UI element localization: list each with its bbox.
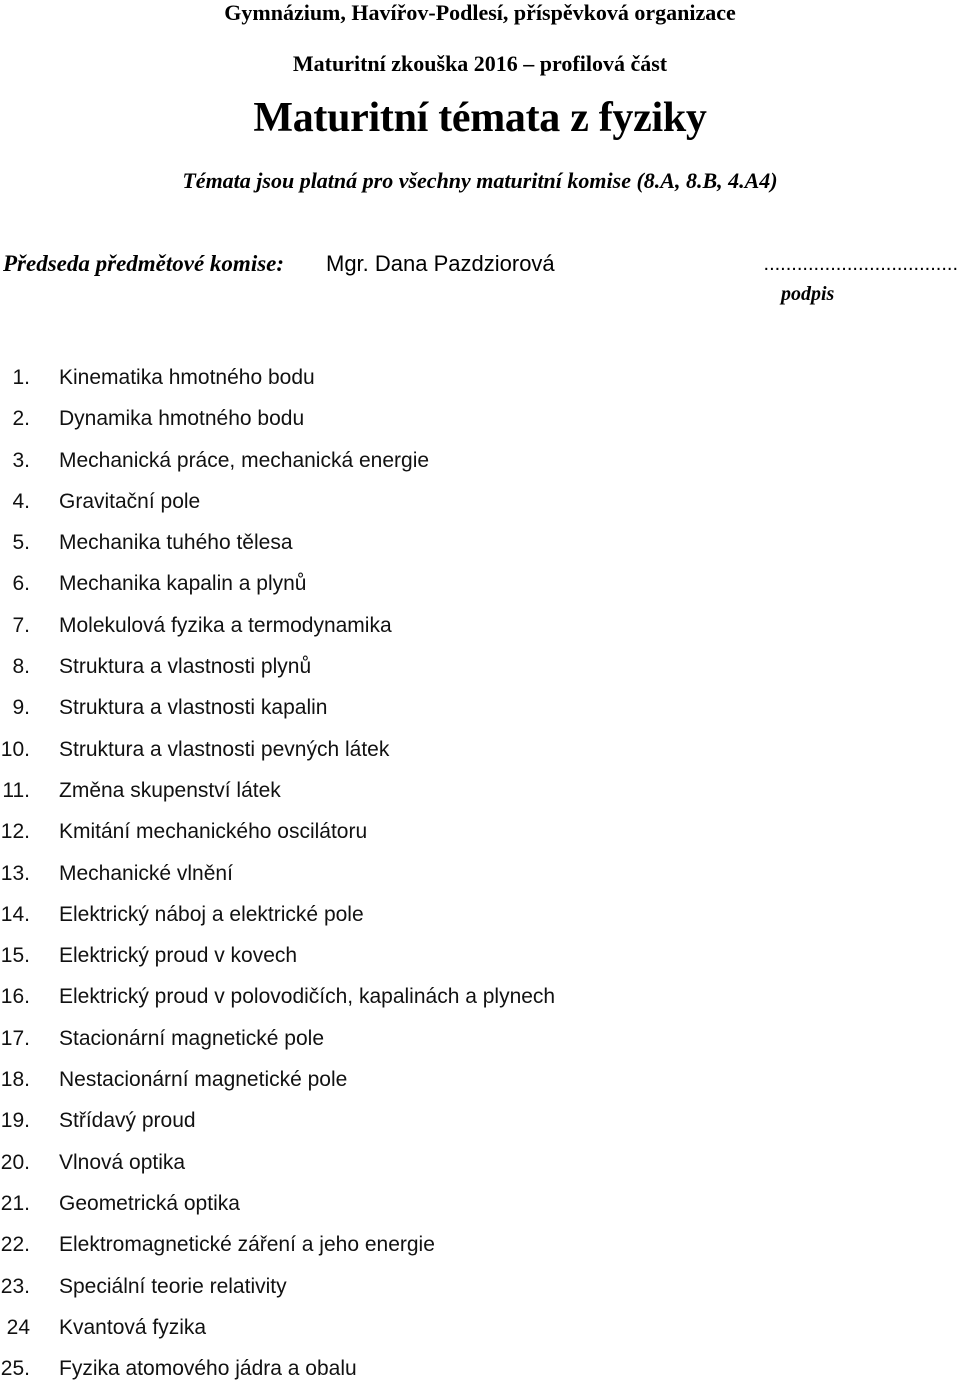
topic-number: 18. — [0, 1068, 30, 1092]
topic-title: Změna skupenství látek — [59, 778, 281, 802]
topic-number: 6. — [12, 572, 30, 596]
topic-title: Nestacionární magnetické pole — [59, 1068, 348, 1092]
topic-title: Mechanická práce, mechanická energie — [59, 448, 430, 472]
topic-number: 16. — [0, 985, 30, 1009]
topic-number: 11. — [2, 778, 30, 802]
topic-title: Mechanika kapalin a plynů — [59, 572, 307, 596]
topic-title: Gravitační pole — [59, 489, 201, 513]
topic-title: Elektrický proud v polovodičích, kapalinách a plynech — [59, 985, 556, 1009]
topic-number: 14. — [0, 902, 30, 926]
topic-title: Elektrický náboj a elektrické pole — [59, 902, 364, 926]
topic-number: 1. — [12, 366, 30, 389]
topic-title: Elektromagnetické záření a jeho energie — [59, 1233, 435, 1257]
page-title: Maturitní témata z fyziky — [253, 95, 707, 141]
topic-title: Fyzika atomového jádra a obalu — [59, 1357, 357, 1381]
committee-chair-name: Mgr. Dana Pazdziorová — [326, 251, 555, 276]
topic-number: 22. — [0, 1233, 30, 1257]
topic-number: 17. — [0, 1026, 30, 1050]
school-name: Gymnázium, Havířov-Podlesí, příspěvková organizace — [224, 0, 736, 25]
topic-title: Kvantová fyzika — [59, 1315, 207, 1339]
topic-title: Mechanické vlnění — [59, 861, 233, 885]
topic-number: 15. — [0, 944, 30, 968]
topic-title: Kinematika hmotného bodu — [59, 366, 315, 389]
exam-subtitle: Maturitní zkouška 2016 – profilová část — [292, 51, 668, 76]
topic-number: 5. — [12, 531, 30, 555]
topic-number: 7. — [12, 613, 30, 637]
topic-number: 9. — [12, 696, 30, 720]
committee-chair-label: Předseda předmětové komise: — [3, 251, 285, 276]
topic-number: 10. — [0, 737, 30, 761]
topic-number: 24 — [6, 1315, 30, 1339]
topic-number: 4. — [12, 489, 30, 513]
topic-title: Stacionární magnetické pole — [59, 1026, 324, 1050]
topic-title: Struktura a vlastnosti plynů — [59, 655, 312, 679]
validity-note: Témata jsou platná pro všechny maturitní komise (8.A, 8.B, 4.A4) — [182, 168, 778, 193]
topic-title: Speciální teorie relativity — [59, 1274, 287, 1298]
signature-label: podpis — [781, 283, 835, 305]
topic-title: Střídavý proud — [59, 1109, 196, 1133]
topic-title: Kmitání mechanického oscilátoru — [59, 820, 368, 844]
topic-title: Struktura a vlastnosti pevných látek — [59, 737, 390, 761]
topic-title: Struktura a vlastnosti kapalin — [59, 696, 328, 720]
topic-number: 3. — [12, 448, 30, 472]
topic-number: 2. — [12, 407, 30, 431]
topic-title: Vlnová optika — [59, 1150, 186, 1174]
topic-number: 20. — [0, 1150, 30, 1174]
topic-title: Mechanika tuhého tělesa — [59, 531, 293, 555]
topic-number: 23. — [0, 1274, 30, 1298]
topic-number: 12. — [0, 820, 30, 844]
signature-line: ................................... — [763, 253, 958, 275]
topic-number: 25. — [0, 1357, 30, 1381]
topic-title: Elektrický proud v kovech — [59, 944, 298, 968]
topic-number: 21. — [0, 1191, 30, 1215]
topic-title: Geometrická optika — [59, 1191, 240, 1215]
topic-title: Dynamika hmotného bodu — [59, 407, 305, 431]
topic-title: Molekulová fyzika a termodynamika — [59, 613, 392, 637]
topic-number: 13. — [0, 861, 30, 885]
topic-number: 8. — [12, 655, 30, 679]
topic-number: 19. — [0, 1109, 30, 1133]
